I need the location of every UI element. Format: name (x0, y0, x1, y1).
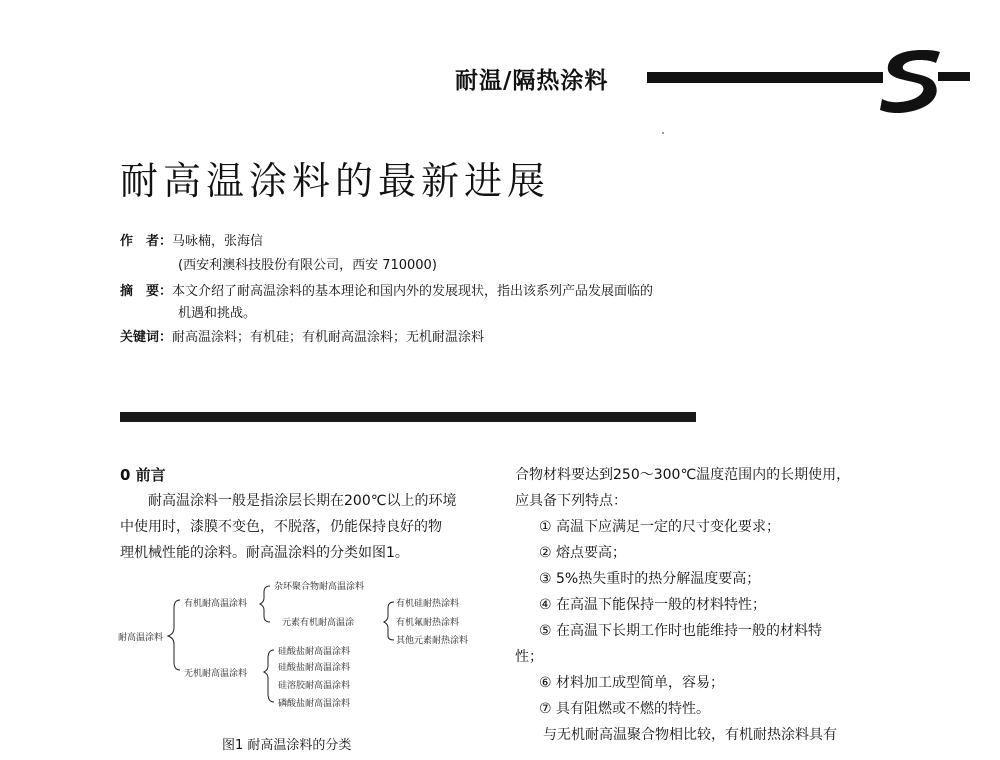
right-line-2: 应具备下列特点： (515, 493, 627, 509)
root-brace (168, 600, 180, 670)
node-silicate: 硅酸盐耐高温涂料 (278, 647, 351, 657)
node-phosphate: 磷酸盐耐高温涂料 (278, 699, 351, 709)
node-root: 耐高温涂料 (118, 633, 164, 643)
header-bar (647, 72, 883, 83)
keywords: 耐高温涂料；有机硅；有机耐高温涂料；无机耐温涂料 (172, 330, 485, 345)
abstract-line2: 机遇和挑战。 (178, 306, 257, 321)
right-column (515, 462, 905, 748)
node-silicate-2: 硅酸盐耐高温涂料 (278, 663, 351, 673)
keywords-label: 关键词： (120, 330, 173, 345)
list-item: ③ 5%热失重时的热分解温度要高； (539, 571, 761, 587)
keywords-row (120, 327, 484, 349)
abstract-row (120, 281, 653, 303)
intro-line-2: 中使用时，漆膜不变色，不脱落，仍能保持良好的物 (120, 519, 442, 535)
list-item: ⑤ 在高温下长期工作时也能维持一般的材料特 (539, 623, 822, 639)
authors-label: 作 者： (120, 234, 173, 249)
classification-diagram (118, 578, 498, 718)
node-organosilicon: 有机硅耐热涂料 (396, 599, 460, 609)
figure-caption: 图1 耐高温涂料的分类 (222, 738, 352, 753)
node-organic: 有机耐高温涂料 (184, 599, 248, 609)
authors: 马咏楠，张海信 (172, 234, 264, 249)
node-other-element: 其他元素耐热涂料 (396, 636, 469, 646)
right-line-1: 合物材料要达到250～300℃温度范围内的长期使用， (515, 467, 851, 483)
right-last-line: 与无机耐高温聚合物相比较，有机耐热涂料具有 (543, 727, 837, 743)
authors-row (120, 231, 263, 253)
list-item: ④ 在高温下能保持一般的材料特性； (539, 597, 767, 613)
list-item-continuation: 性； (515, 649, 543, 665)
section-divider (120, 412, 696, 422)
left-column (120, 462, 495, 566)
scan-speck (662, 132, 664, 134)
list-item: ⑥ 材料加工成型简单，容易； (539, 675, 725, 691)
list-item: ⑦ 具有阻燃或不燃的特性。 (539, 701, 711, 717)
section-heading: 0 前言 (120, 466, 166, 484)
journal-logo-icon (870, 44, 970, 114)
organic-brace (260, 586, 270, 622)
node-inorganic: 无机耐高温涂料 (184, 669, 248, 679)
intro-line-3: 理机械性能的涂料。耐高温涂料的分类如图1。 (120, 545, 409, 561)
intro-line-1: 耐高温涂料一般是指涂层长期在200℃以上的环境 (148, 493, 457, 509)
inorganic-brace (264, 650, 274, 702)
node-heterocyclic: 杂环聚合物耐高温涂料 (274, 582, 365, 592)
affiliation: (西安利澳科技股份有限公司，西安 710000) (178, 258, 437, 273)
section-label: 耐温/隔热涂料 (455, 68, 609, 94)
abstract-line1: 本文介绍了耐高温涂料的基本理论和国内外的发展现状，指出该系列产品发展面临的 (172, 284, 654, 299)
article-title: 耐高温涂料的最新进展 (120, 159, 551, 203)
node-silica-sol: 硅溶胶耐高温涂料 (278, 681, 351, 691)
node-organofluorine: 有机氟耐热涂料 (396, 618, 460, 628)
list-item: ② 熔点要高； (539, 545, 627, 561)
node-element-organic: 元素有机耐高温涂 (282, 618, 355, 628)
abstract-label: 摘 要： (120, 284, 173, 299)
list-item: ① 高温下应满足一定的尺寸变化要求； (539, 519, 780, 535)
element-brace (384, 602, 394, 640)
